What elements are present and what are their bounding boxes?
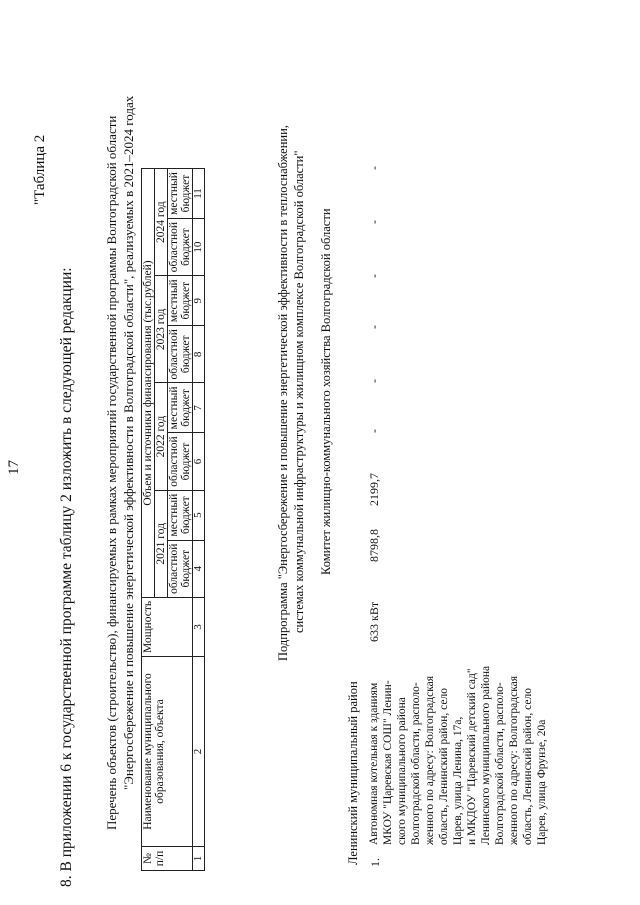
header-regional-budget: областной бюджет bbox=[168, 326, 193, 383]
value-2022-regional: - bbox=[367, 429, 381, 433]
object-line: Царев, улица Фрунзе, 20а bbox=[536, 719, 548, 845]
object-line: женного по адресу: Волгоградская bbox=[424, 675, 436, 845]
header-regional-budget: областной бюджет bbox=[168, 433, 193, 490]
page-number: 17 bbox=[6, 460, 22, 475]
column-number: 7 bbox=[193, 383, 205, 433]
object-line: МКОУ "Царевская СОШ" Ленин- bbox=[382, 680, 394, 845]
header-regional-budget: областной бюджет bbox=[168, 540, 193, 597]
object-line: женного по адресу: Волгоградская bbox=[508, 675, 520, 845]
header-local-budget: местный бюджет bbox=[168, 383, 193, 433]
object-line: ского муниципального района bbox=[396, 697, 408, 845]
district-title: Ленинский муниципальный район bbox=[346, 681, 360, 865]
object-line: Волгоградской области, располо- bbox=[494, 682, 506, 845]
object-line: область, Ленинский район, село bbox=[522, 688, 534, 845]
object-line: область, Ленинский район, село bbox=[438, 688, 450, 845]
header-power: Мощность bbox=[142, 597, 193, 656]
header-local-budget: местный бюджет bbox=[168, 276, 193, 326]
object-line: Волгоградской области, располо- bbox=[410, 682, 422, 845]
object-line: Автономная котельная к зданиям bbox=[368, 682, 380, 845]
subprogram-title-line-1: Подпрограмма "Энергосбережение и повышение энергетической эффективности в теплоснабжении, bbox=[276, 125, 290, 661]
object-line: и МКДОУ "Царевский детский сад" bbox=[466, 668, 478, 845]
funding-table bbox=[141, 168, 205, 871]
object-description bbox=[367, 645, 549, 845]
row-power: 633 кВт bbox=[367, 601, 381, 642]
column-number: 3 bbox=[193, 597, 205, 656]
value-2024-local: - bbox=[367, 166, 381, 170]
header-year-2023: 2023 год bbox=[155, 276, 168, 383]
column-number: 5 bbox=[193, 490, 205, 540]
value-2023-local: - bbox=[367, 274, 381, 278]
column-number: 11 bbox=[193, 169, 205, 219]
table-caption-line-1: Перечень объектов (строительство), финансируемых в рамках мероприятий государственной программы Волгоградской области bbox=[104, 115, 119, 830]
header-year-2024: 2024 год bbox=[155, 169, 168, 276]
value-2024-regional: - bbox=[367, 220, 381, 224]
committee-title: Комитет жилищно-коммунального хозяйства Волгоградской области bbox=[319, 208, 333, 575]
header-number: № п/п bbox=[142, 847, 193, 871]
column-number: 4 bbox=[193, 540, 205, 597]
column-number: 10 bbox=[193, 218, 205, 275]
column-number: 1 bbox=[193, 847, 205, 871]
object-line: Царев, улица Ленина, 17а, bbox=[452, 716, 464, 845]
value-2023-regional: - bbox=[367, 325, 381, 329]
value-2021-local: 2199,7 bbox=[367, 473, 381, 506]
table-caption-line-2: "Энергосбережение и повышение энергетической эффективности в Волгоградской области", реализуемых в 2021–2024 годах bbox=[121, 95, 136, 790]
column-number: 9 bbox=[193, 276, 205, 326]
object-line: Ленинского муниципального района bbox=[480, 665, 492, 845]
column-number: 2 bbox=[193, 657, 205, 847]
header-regional-budget: областной бюджет bbox=[168, 218, 193, 275]
column-number: 6 bbox=[193, 433, 205, 490]
subprogram-title-line-2: системах коммунальной инфраструктуры и жилищном комплексе Волгоградской области" bbox=[292, 150, 306, 633]
column-number: 8 bbox=[193, 326, 205, 383]
section-heading: 8. В приложении 6 к государственной программе таблицу 2 изложить в следующей редакции: bbox=[58, 267, 75, 887]
table-label: "Таблица 2 bbox=[32, 134, 48, 205]
header-year-2022: 2022 год bbox=[155, 383, 168, 490]
header-funding: Объем и источники финансирования (тыс.рублей) bbox=[142, 169, 155, 598]
value-2022-local: - bbox=[367, 379, 381, 383]
header-object-name: Наименование муниципального образования, объекта bbox=[142, 657, 193, 847]
header-year-2021: 2021 год bbox=[155, 490, 168, 597]
row-number: 1. bbox=[368, 858, 382, 867]
header-local-budget: местный бюджет bbox=[168, 490, 193, 540]
header-local-budget: местный бюджет bbox=[168, 169, 193, 219]
value-2021-regional: 8798,8 bbox=[367, 529, 381, 562]
